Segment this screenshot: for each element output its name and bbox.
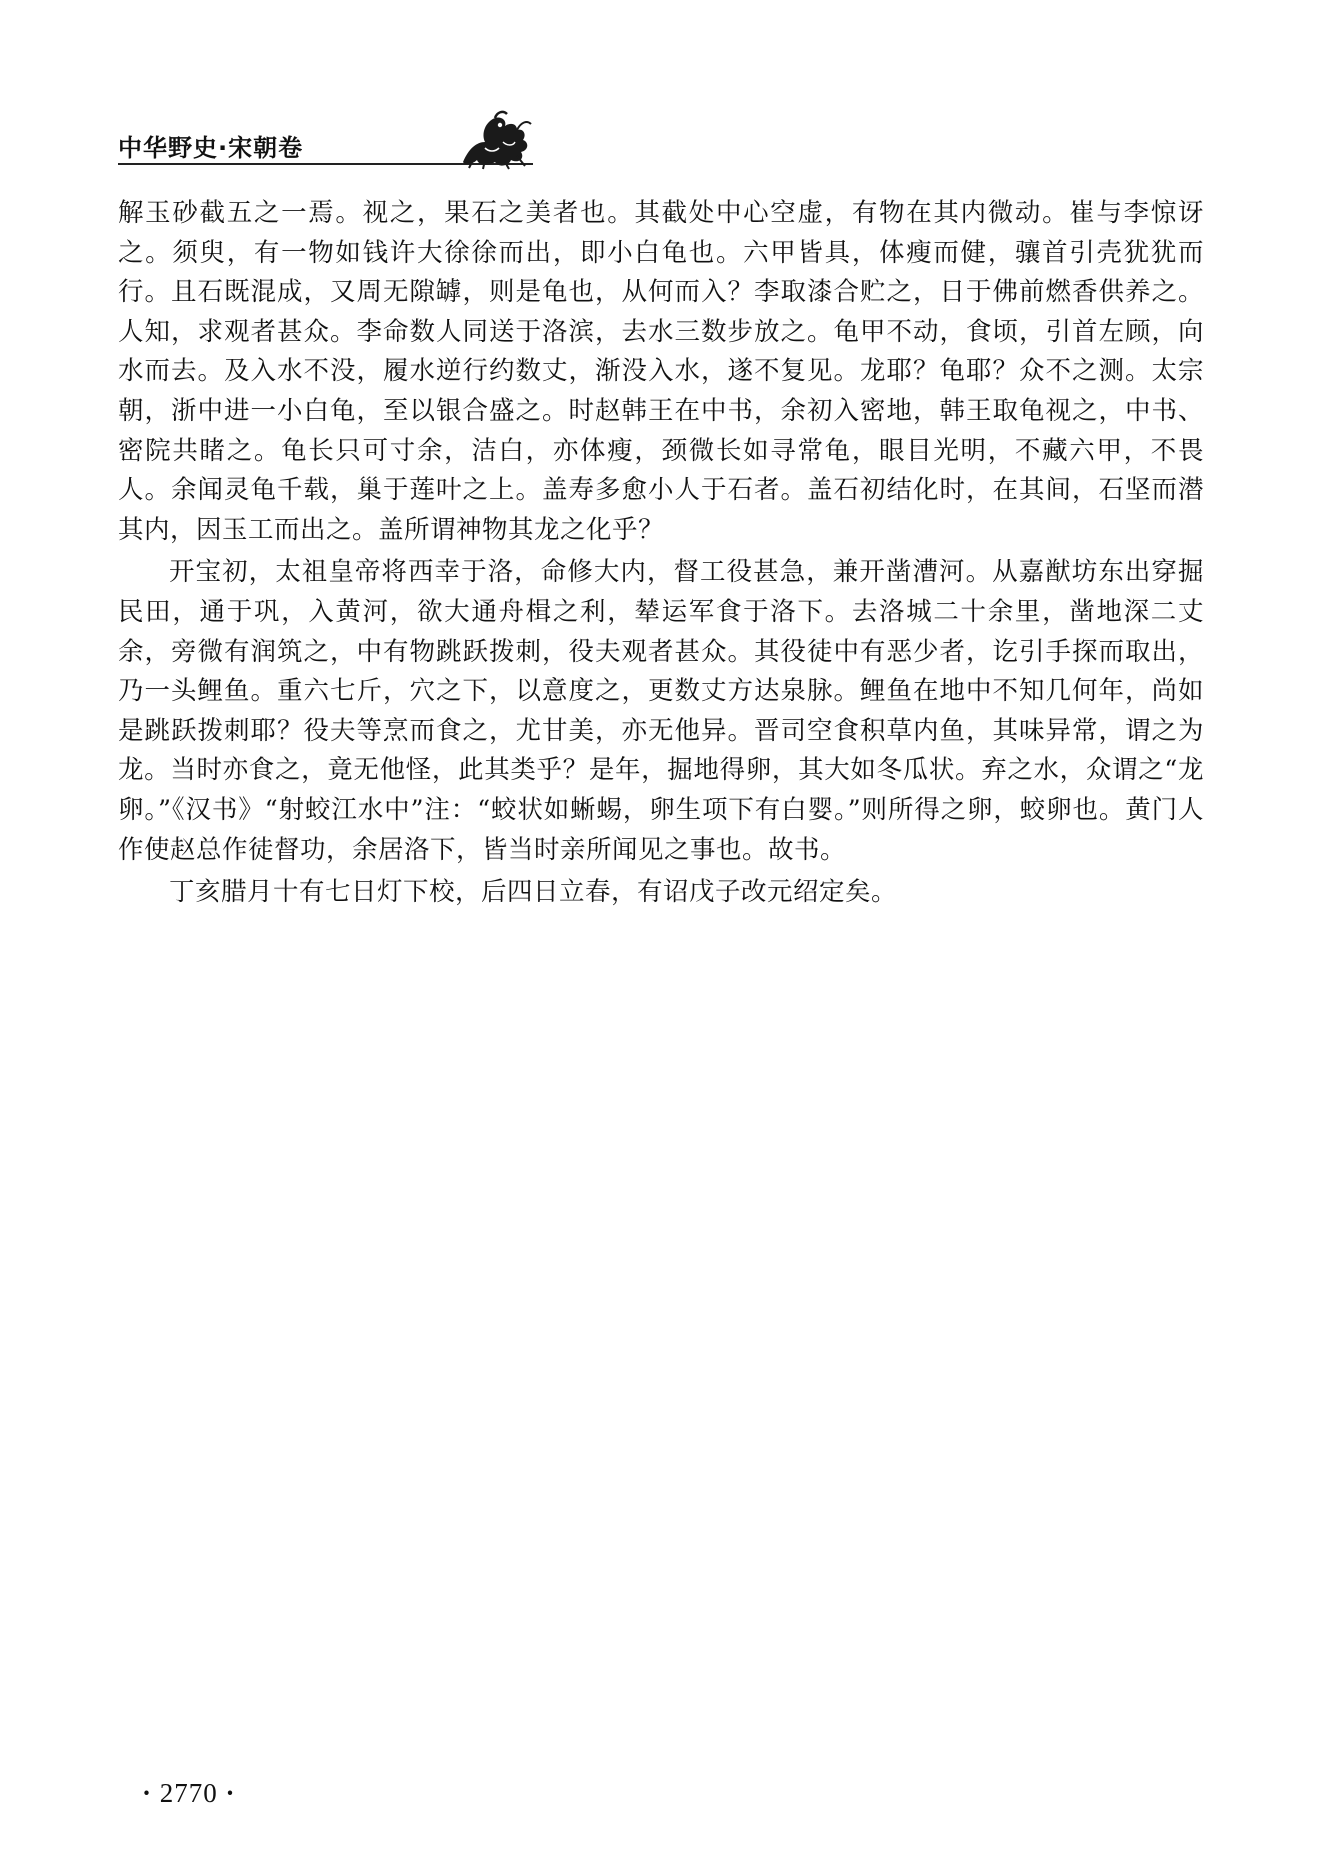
paragraph: 解玉砂截五之一焉。视之，果石之美者也。其截处中心空虚，有物在其内微动。崔与李惊讶之。须臾，有一物如钱许大徐徐而出，即小白龟也。六甲皆具，体瘦而健，骧首引壳犹犹而行。且石既混成，又周无隙罅，则是龟也，从何而入？李取漆合贮之，日于佛前燃香供养之。人知，求观者甚众。李命数人同送于洛滨，去水三数步放之。龟甲不动，食顷，引首左顾，向水而去。及入水不没，履水逆行约数丈，渐没入水，遂不复见。龙耶？龟耶？众不之测。太宗朝，浙中进一小白龟，至以银合盛之。时赵韩王在中书，余初入密地，韩王取龟视之，中书、密院共睹之。龟长只可寸余，洁白，亦体瘦，颈微长如寻常龟，眼目光明，不藏六甲，不畏人。余闻灵龟千载，巢于莲叶之上。盖寿多愈小人于石者。盖石初结化时，在其间，石坚而潜其内，因玉工而出之。盖所谓神物其龙之化乎？	[118, 198, 1204, 545]
dragon-emblem-icon	[455, 108, 535, 170]
page-number-dot-left: ·	[142, 1778, 153, 1808]
page-number	[142, 1778, 236, 1809]
page-number-dot-right: ·	[225, 1778, 236, 1808]
page-number-value: 2770	[159, 1778, 218, 1808]
body-text	[118, 194, 1204, 916]
paragraph: 开宝初，太祖皇帝将西幸于洛，命修大内，督工役甚急，兼开凿漕河。从嘉猷坊东出穿掘民田，通于巩，入黄河，欲大通舟楫之利，辇运军食于洛下。去洛城二十余里，凿地深二丈余，旁微有润筑之，中有物跳跃拨刺，役夫观者甚众。其役徒中有恶少者，讫引手探而取出，乃一头鲤鱼。重六七斤，穴之下，以意度之，更数丈方达泉脉。鲤鱼在地中不知几何年，尚如是跳跃拨刺耶？役夫等烹而食之，尤甘美，亦无他异。晋司空食积草内鱼，其味异常，谓之为龙。当时亦食之，竟无他怪，此其类乎？是年，掘地得卵，其大如冬瓜状。弃之水，众谓之“龙卵。”《汉书》“射蛟江水中”注：“蛟状如蜥蜴，卵生项下有白婴。”则所得之卵，蛟卵也。黄门人作使赵总作徒督功，余居洛下，皆当时亲所闻见之事也。故书。	[118, 557, 1204, 865]
running-head-title: 中华野史·宋朝卷	[118, 134, 304, 162]
paragraph: 丁亥腊月十有七日灯下校，后四日立春，有诏戊子改元绍定矣。	[169, 877, 898, 908]
